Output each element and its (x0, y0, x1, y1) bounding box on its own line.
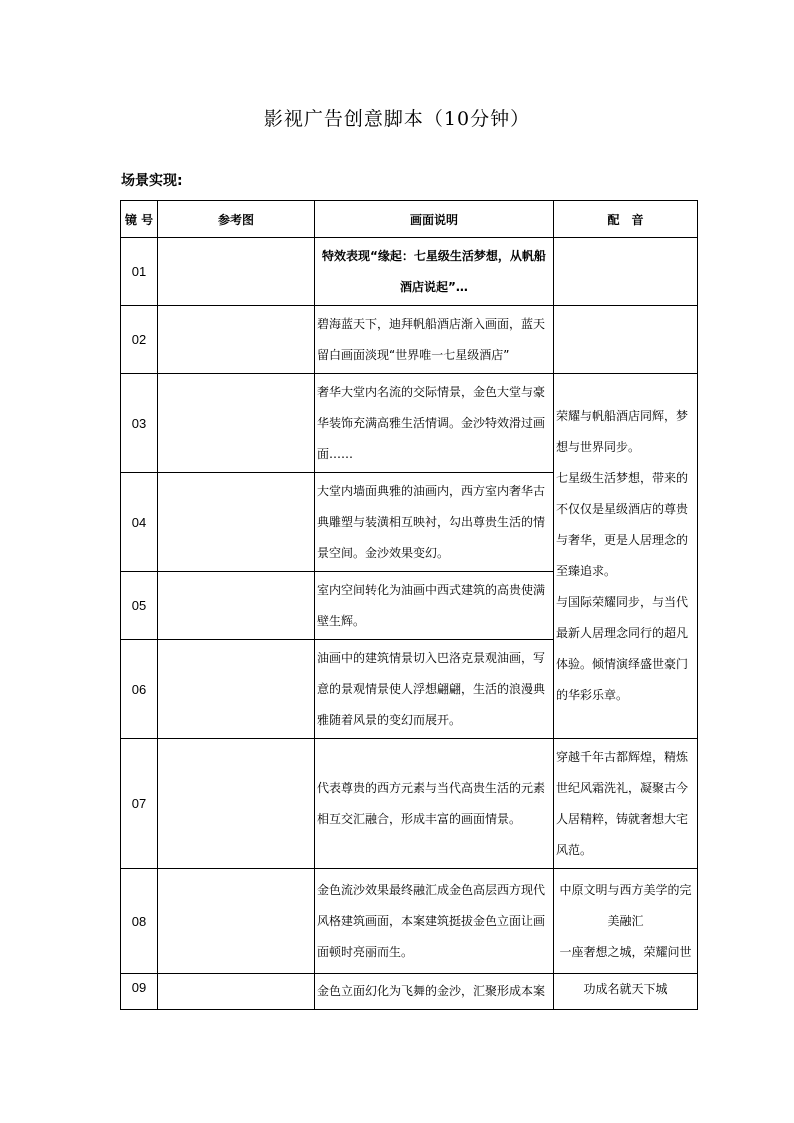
scene-description: 金色流沙效果最终融汇成金色高层西方现代风格建筑画面，本案建筑挺拔金色立面让画面顿时亮丽而生。 (315, 869, 554, 974)
scene-description: 金色立面幻化为飞舞的金沙，汇聚形成本案 (315, 974, 554, 1010)
scene-description: 油画中的建筑情景切入巴洛克景观油画，写意的景观情景使人浮想翩翩，生活的浪漫典雅随着风景的变幻而展开。 (315, 640, 554, 739)
voiceover-cell (554, 374, 698, 739)
scene-description: 特效表现“缘起：七星级生活梦想，从帆船酒店说起”… (315, 238, 554, 306)
reference-cell (158, 974, 315, 1010)
reference-cell (158, 238, 315, 306)
reference-cell (158, 739, 315, 869)
shot-number: 07 (121, 739, 158, 869)
voiceover-paragraph: 七星级生活梦想，带来的不仅仅是星级酒店的尊贵与奢华，更是人居理念的至臻追求。 (556, 471, 689, 578)
header-description: 画面说明 (315, 201, 554, 238)
shot-number: 05 (121, 572, 158, 640)
scene-description: 代表尊贵的西方元素与当代高贵生活的元素相互交汇融合，形成丰富的画面情景。 (315, 739, 554, 869)
table-row (121, 374, 698, 473)
scene-description: 大堂内墙面典雅的油画内，西方室内奢华古典雕塑与装潢相互映衬，勾出尊贵生活的情景空间。金沙效果变幻。 (315, 473, 554, 572)
voiceover-paragraph: 一座奢想之城，荣耀问世 (559, 944, 692, 959)
shot-number: 03 (121, 374, 158, 473)
document-title: 影视广告创意脚本（10分钟） (263, 108, 531, 130)
shot-number: 01 (121, 238, 158, 306)
table-row (121, 306, 698, 374)
table-row (121, 238, 698, 306)
shot-number: 06 (121, 640, 158, 739)
reference-cell (158, 473, 315, 572)
reference-cell (158, 640, 315, 739)
scene-description: 碧海蓝天下，迪拜帆船酒店渐入画面，蓝天留白画面淡现“世界唯一七星级酒店” (315, 306, 554, 374)
voiceover-paragraph: 中原文明与西方美学的完美融汇 (559, 882, 692, 928)
table-row (121, 739, 698, 869)
section-label: 场景实现: (121, 173, 183, 189)
table-header-row (121, 201, 698, 238)
voiceover-cell (554, 869, 698, 974)
header-shot: 镜 号 (121, 201, 158, 238)
voiceover-cell (554, 306, 698, 374)
reference-cell (158, 306, 315, 374)
shot-number: 02 (121, 306, 158, 374)
header-voiceover: 配 音 (554, 201, 698, 238)
table-row (121, 869, 698, 974)
scene-description: 室内空间转化为油画中西式建筑的高贵使满壁生辉。 (315, 572, 554, 640)
voiceover-paragraph: 与国际荣耀同步，与当代最新人居理念同行的超凡体验。倾情演绎盛世豪门的华彩乐章。 (556, 595, 689, 702)
script-table (120, 200, 698, 1010)
reference-cell (158, 572, 315, 640)
voiceover-cell: 功成名就天下城 (554, 974, 698, 1010)
header-reference: 参考图 (158, 201, 315, 238)
reference-cell (158, 869, 315, 974)
voiceover-cell: 穿越千年古都辉煌，精炼世纪风霜洗礼，凝聚古今人居精粹，铸就奢想大宅风范。 (554, 739, 698, 869)
shot-number: 04 (121, 473, 158, 572)
voiceover-cell (554, 238, 698, 306)
reference-cell (158, 374, 315, 473)
scene-description: 奢华大堂内名流的交际情景，金色大堂与豪华装饰充满高雅生活情调。金沙特效滑过画面…… (315, 374, 554, 473)
table-row (121, 974, 698, 1010)
shot-number: 08 (121, 869, 158, 974)
shot-number: 09 (121, 974, 158, 1010)
voiceover-paragraph: 荣耀与帆船酒店同辉，梦想与世界同步。 (556, 409, 689, 454)
